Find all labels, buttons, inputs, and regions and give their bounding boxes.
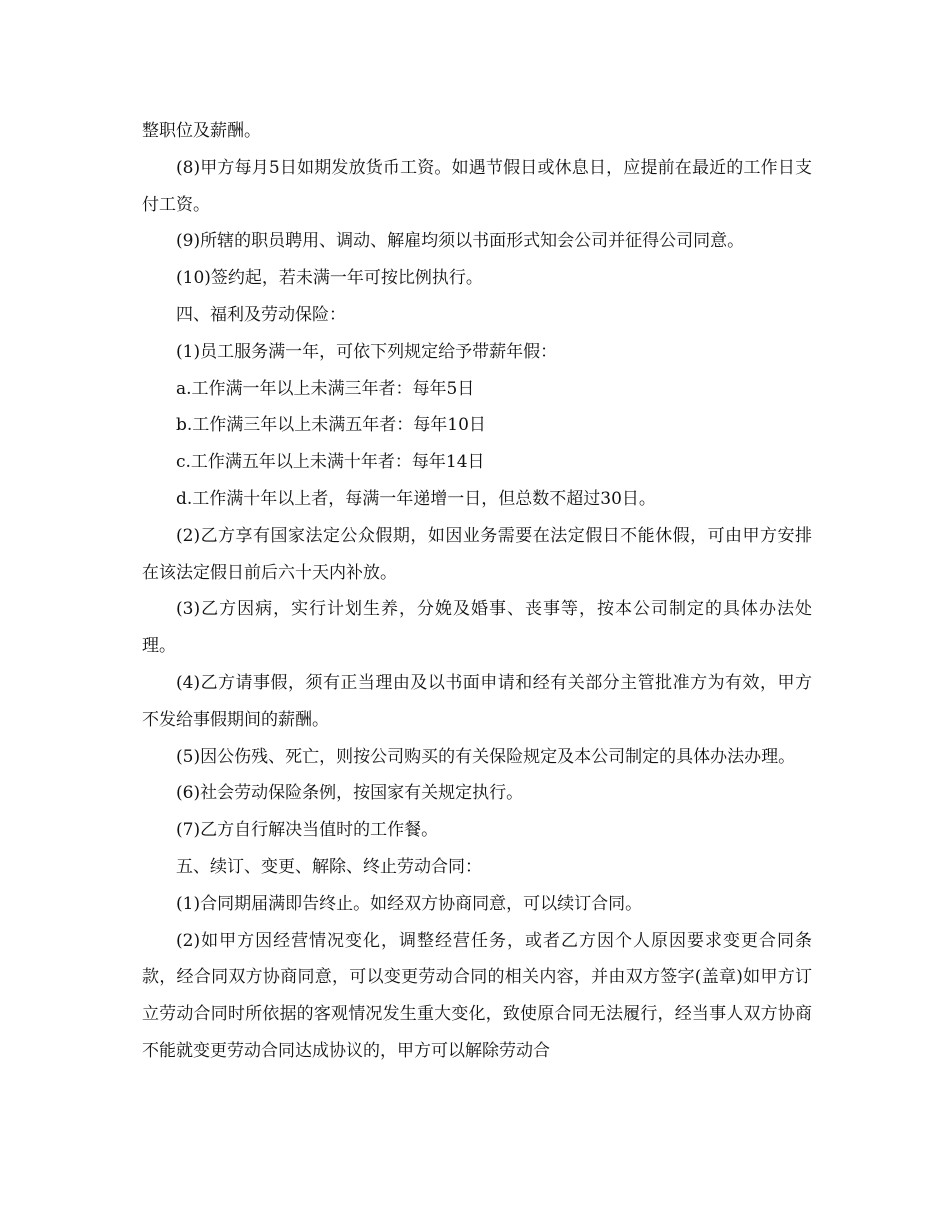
list-item-leave-d: d.工作满十年以上者，每满一年递增一日，但总数不超过30日。	[176, 488, 656, 509]
paragraph-clause-8: (8)甲方每月5日如期发放货币工资。如遇节假日或休息日，应提前在最近的工作日支付工资。	[142, 157, 812, 215]
paragraph-welfare-7: (7)乙方自行解决当值时的工作餐。	[176, 820, 439, 841]
paragraph-clause-9: (9)所辖的职员聘用、调动、解雇均须以书面形式知会公司并征得公司同意。	[176, 231, 745, 252]
paragraph-continuation: 整职位及薪酬。	[142, 121, 261, 141]
paragraph-welfare-3: (3)乙方因病，实行计划生养，分娩及婚事、丧事等，按本公司制定的具体办法处理。	[142, 599, 812, 657]
list-item-leave-c: c.工作满五年以上未满十年者：每年14日	[176, 452, 485, 473]
section-heading-welfare: 四、福利及劳动保险：	[176, 304, 346, 325]
paragraph-welfare-1: (1)员工服务满一年，可依下列规定给予带薪年假：	[176, 341, 558, 362]
document-body	[142, 113, 812, 1070]
paragraph-contract-2: (2)如甲方因经营情况变化，调整经营任务，或者乙方因个人原因要求变更合同条款，经合同双方协商同意，可以变更劳动合同的相关内容，并由双方签字(盖章)如甲方订立劳动合同时所依据的客观情况发生重大变化，致使原合同无法履行，经当事人双方协商不能就变更劳动合同达成协议的，甲方可以解除劳动合	[142, 930, 812, 1061]
paragraph-welfare-4: (4)乙方请事假，须有正当理由及以书面申请和经有关部分主管批准方为有效，甲方不发给事假期间的薪酬。	[142, 672, 812, 730]
list-item-leave-b: b.工作满三年以上未满五年者：每年10日	[176, 415, 486, 436]
list-item-leave-a: a.工作满一年以上未满三年者：每年5日	[176, 378, 475, 399]
paragraph-contract-1: (1)合同期届满即告终止。如经双方协商同意，可以续订合同。	[176, 893, 643, 914]
paragraph-clause-10: (10)签约起，若未满一年可按比例执行。	[176, 268, 483, 289]
paragraph-welfare-2: (2)乙方享有国家法定公众假期，如因业务需要在法定假日不能休假，可由甲方安排在该法定假日前后六十天内补放。	[142, 525, 812, 583]
paragraph-welfare-5: (5)因公伤残、死亡，则按公司购买的有关保险规定及本公司制定的具体办法办理。	[176, 746, 796, 767]
section-heading-contract: 五、续订、变更、解除、终止劳动合同：	[176, 856, 482, 877]
paragraph-welfare-6: (6)社会劳动保险条例，按国家有关规定执行。	[176, 783, 524, 804]
